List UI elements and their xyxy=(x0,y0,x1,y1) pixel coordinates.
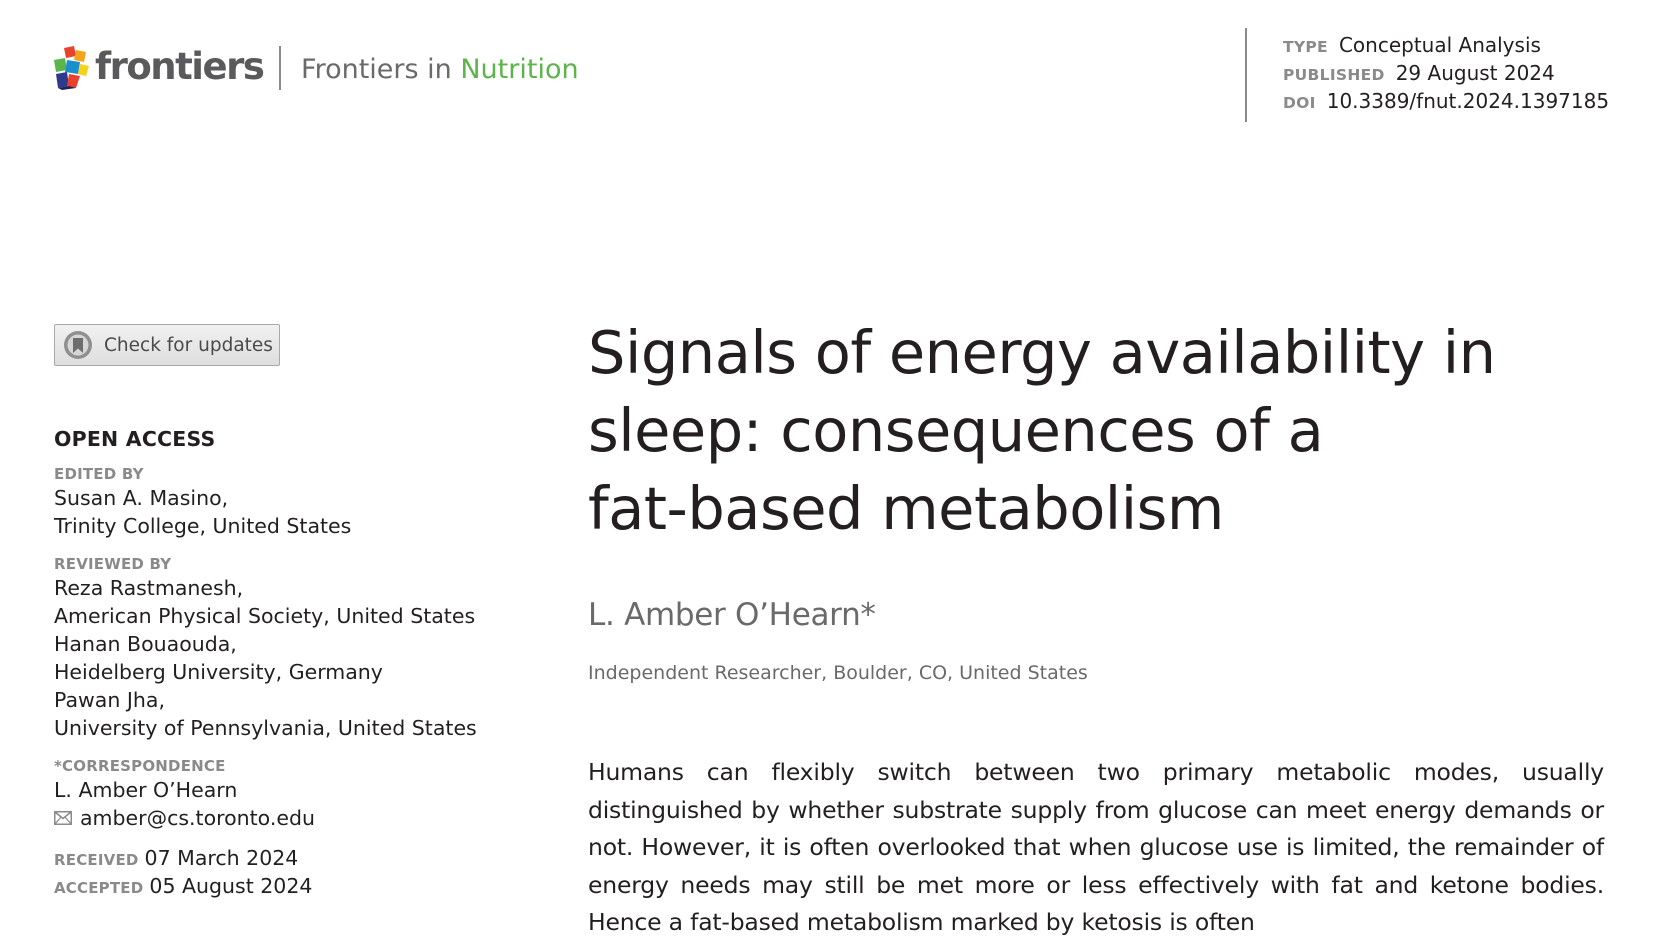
reviewed-by-label: REVIEWED BY xyxy=(54,555,172,573)
open-access-label: OPEN ACCESS xyxy=(54,427,216,451)
correspondence-section xyxy=(54,756,494,832)
title-line: sleep: consequences of a xyxy=(588,396,1324,465)
meta-published-label: PUBLISHED xyxy=(1283,66,1385,84)
correspondence-email-row xyxy=(54,804,494,832)
meta-published xyxy=(1283,61,1609,89)
author-affiliation: Independent Researcher, Boulder, CO, United States xyxy=(588,662,1088,684)
brand-wordmark: frontiers xyxy=(95,44,264,88)
article-meta xyxy=(1283,33,1609,117)
editor-name: Susan A. Masino, xyxy=(54,486,229,510)
envelope-icon xyxy=(54,811,72,825)
reviewed-by-section xyxy=(54,554,494,742)
meta-type-label: TYPE xyxy=(1283,38,1328,56)
meta-type-value: Conceptual Analysis xyxy=(1338,33,1541,57)
article-title xyxy=(588,314,1608,548)
received-label: RECEIVED xyxy=(54,851,139,869)
header-divider xyxy=(279,46,281,90)
meta-doi xyxy=(1283,89,1609,117)
meta-published-value: 29 August 2024 xyxy=(1395,61,1555,85)
received-value: 07 March 2024 xyxy=(144,846,299,870)
edited-by-label: EDITED BY xyxy=(54,465,144,483)
accepted-date xyxy=(54,874,494,902)
reviewer-name: Pawan Jha, xyxy=(54,688,165,712)
accepted-label: ACCEPTED xyxy=(54,879,144,897)
dates-section xyxy=(54,846,494,902)
title-line: fat-based metabolism xyxy=(588,474,1224,543)
frontiers-logo[interactable] xyxy=(52,46,263,90)
reviewer-name: Reza Rastmanesh, xyxy=(54,576,244,600)
check-for-updates-label: Check for updates xyxy=(104,334,273,356)
abstract-text: Humans can flexibly switch between two primary metabolic modes, usually distinguished by whether substrate supply from glucose can meet energy demands or not. However, it is often overlooked that when glucose use is limited, the remainder of energy needs may still be met more or less effectively with fat and ketone bodies. Hence a fat-based metabolism marked by ketosis is often xyxy=(588,758,1604,936)
received-date xyxy=(54,846,494,874)
check-for-updates-button[interactable] xyxy=(54,324,280,366)
meta-divider xyxy=(1245,28,1247,122)
bookmark-badge-icon xyxy=(63,330,93,360)
correspondence-name: L. Amber O’Hearn xyxy=(54,778,238,802)
reviewer-name: Hanan Bouaouda, xyxy=(54,632,237,656)
journal-name-highlight: Nutrition xyxy=(460,54,579,85)
edited-by-section xyxy=(54,464,494,540)
accepted-value: 05 August 2024 xyxy=(149,874,313,898)
journal-name-prefix: Frontiers in xyxy=(301,54,461,85)
editor-affiliation: Trinity College, United States xyxy=(54,514,352,538)
meta-doi-label: DOI xyxy=(1283,94,1316,112)
sidebar xyxy=(54,324,494,902)
meta-doi-value[interactable]: 10.3389/fnut.2024.1397185 xyxy=(1326,89,1610,113)
meta-type xyxy=(1283,33,1609,61)
reviewer-affiliation: Heidelberg University, Germany xyxy=(54,660,383,684)
title-line: Signals of energy availability in xyxy=(588,318,1496,387)
correspondence-email[interactable]: amber@cs.toronto.edu xyxy=(80,806,315,830)
correspondence-label: *CORRESPONDENCE xyxy=(54,757,226,775)
reviewer-affiliation: University of Pennsylvania, United States xyxy=(54,716,477,740)
journal-name[interactable] xyxy=(301,56,579,83)
reviewer-affiliation: American Physical Society, United States xyxy=(54,604,476,628)
frontiers-logo-icon xyxy=(52,46,90,90)
author-name[interactable]: L. Amber O’Hearn* xyxy=(588,597,876,633)
